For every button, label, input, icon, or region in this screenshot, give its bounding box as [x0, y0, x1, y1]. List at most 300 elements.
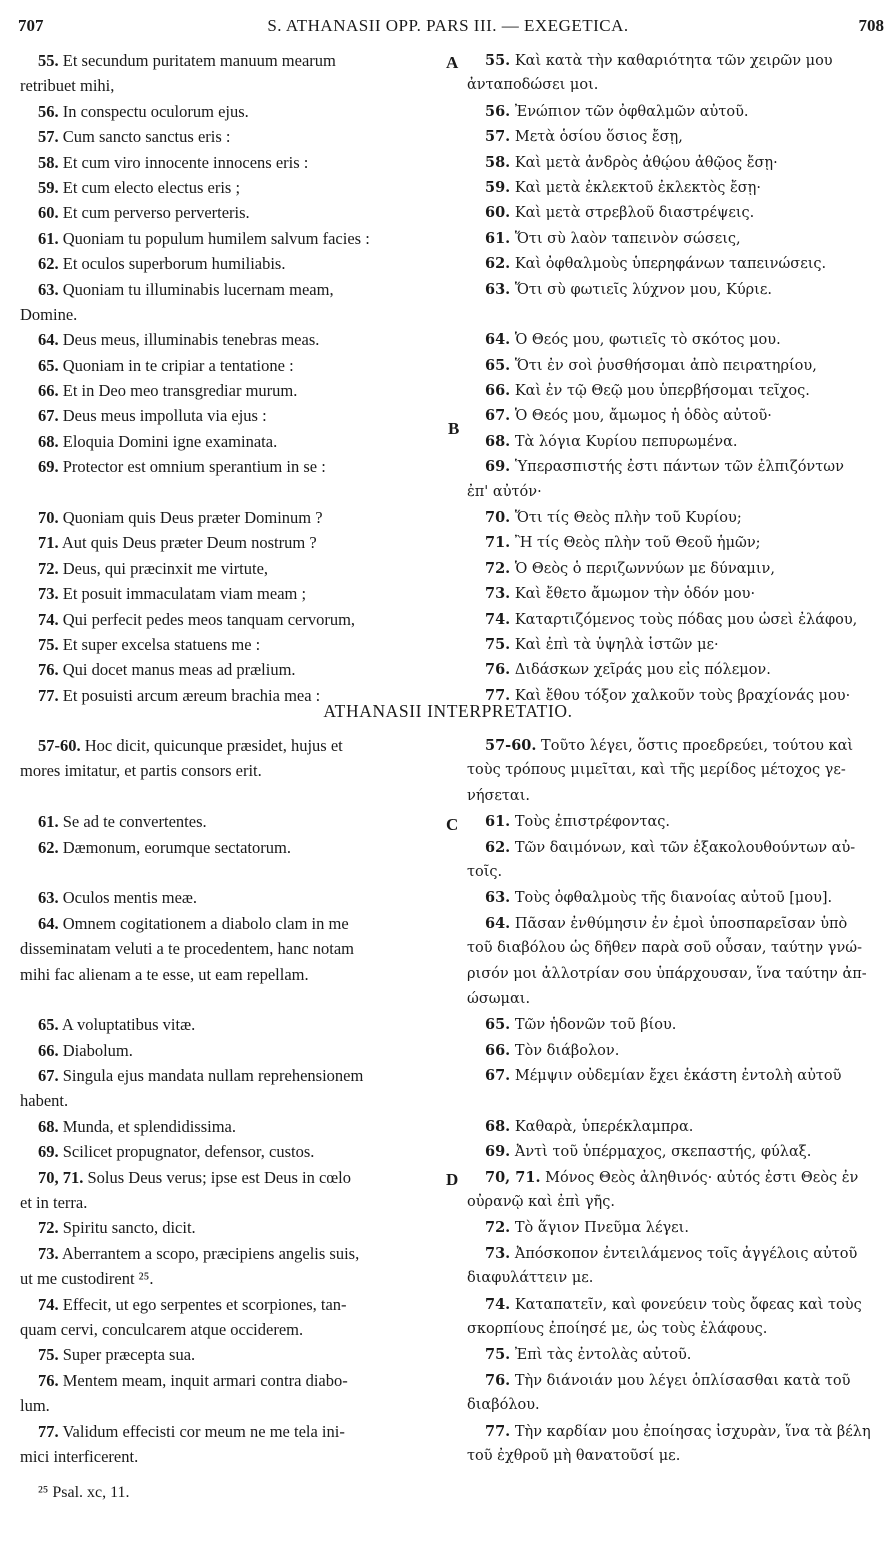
verse-number: 66.: [485, 382, 511, 400]
verse-text: Τοῦτο λέγει, ὅστις προεδρεύει, τούτου καὶ: [541, 738, 854, 754]
verse-text: Et super excelsa statuens me :: [62, 634, 261, 654]
psalm-greek-line: [467, 505, 885, 530]
psalm-latin-line: [20, 378, 440, 403]
interp-greek-line: [467, 1266, 885, 1291]
interp-greek-line: [467, 962, 885, 987]
verse-text: Τῶν ἡδονῶν τοῦ βίου.: [514, 1017, 677, 1034]
verse-text: Μόνος Θεὸς ἀληθινός· αὐτός ἐστι Θεὸς ἐν: [545, 1169, 859, 1186]
verse-text: retribuet mihi,: [20, 76, 115, 96]
verse-number: 61.: [485, 229, 511, 247]
psalm-latin-line: [20, 48, 440, 73]
verse-text: Ἐνώπιον τῶν ὀφθαλμῶν αὐτοῦ.: [514, 103, 749, 120]
interp-latin-line: [20, 860, 440, 885]
verse-number: 57.: [38, 127, 59, 147]
verse-text: διαφυλάττειν με.: [467, 1270, 594, 1287]
verse-text: mici interficerent.: [20, 1446, 139, 1466]
verse-text: Τὰ λόγια Κυρίου πεπυρωμένα.: [514, 433, 738, 450]
psalm-greek-line: [467, 200, 885, 225]
interp-latin-line: [20, 1419, 440, 1444]
verse-number: 62.: [485, 838, 511, 856]
margin-letter-a: A: [446, 53, 459, 72]
verse-number: 68.: [38, 431, 59, 451]
psalm-latin-line: [20, 657, 440, 682]
psalm-latin-line: [20, 632, 440, 657]
interp-latin-line: [20, 758, 440, 783]
verse-text: Τοὺς ἐπιστρέφοντας.: [514, 814, 670, 831]
verse-number: 55.: [38, 51, 59, 70]
psalm-latin-line: [20, 124, 440, 149]
psalm-greek-line: [467, 251, 885, 276]
psalm-latin-line: [20, 530, 440, 555]
psalm-latin-line: [20, 556, 440, 581]
psalm-latin-line: [20, 480, 440, 505]
psalm-greek-line: [467, 327, 885, 352]
verse-text: ut me custodirent ²⁵.: [20, 1269, 154, 1289]
psalm-greek-line: [467, 73, 885, 98]
verse-text: Protector est omnium sperantium in se :: [62, 457, 326, 477]
psalm-latin-line: [20, 454, 440, 479]
psalm-greek-line: [467, 226, 885, 251]
verse-text: τοῖς.: [467, 863, 503, 880]
psalm-greek-line: [467, 99, 885, 124]
verse-text: Hoc dicit, quicunque præsidet, hujus et: [84, 736, 343, 755]
verse-number: 70.: [485, 509, 511, 527]
interpretation-greek-column: [467, 733, 885, 1469]
verse-text: σκορπίους ἐποίησέ με, ὡς τοὺς ἐλάφους.: [467, 1320, 768, 1337]
verse-text: Ἀπόσκοπον ἐντειλάμενος τοῖς ἀγγέλοις αὐτοῦ: [514, 1245, 858, 1262]
verse-text: mores imitatur, et partis consors erit.: [20, 761, 262, 781]
verse-text: Et secundum puritatem manuum mearum: [62, 51, 336, 70]
verse-number: 77.: [485, 1422, 511, 1440]
verse-text: Se ad te convertentes.: [62, 812, 207, 832]
verse-text: A voluptatibus vitæ.: [61, 1015, 196, 1035]
verse-number: 68.: [485, 1117, 511, 1135]
verse-number: 58.: [485, 153, 511, 171]
verse-number: 57.: [485, 128, 511, 146]
verse-number: 73.: [38, 1243, 59, 1263]
verse-number: 74.: [485, 1295, 511, 1313]
verse-number: 66.: [38, 381, 59, 401]
interp-latin-line: [20, 1012, 440, 1037]
verse-text: Ὁ Θεός μου, φωτιεῖς τὸ σκότος μου.: [514, 332, 781, 349]
psalm-greek-line: [467, 150, 885, 175]
psalm-greek-line: [467, 454, 885, 479]
verse-text: Τοὺς ὀφθαλμοὺς τῆς διανοίας αὐτοῦ [μου].: [514, 890, 833, 907]
verse-text: lum.: [20, 1396, 50, 1416]
verse-number: 73.: [38, 584, 59, 604]
verse-text: Καὶ ἐν τῷ Θεῷ μου ὑπερβήσομαι τεῖχος.: [514, 383, 810, 400]
verse-text: Qui perfecit pedes meos tanquam cervorum,: [62, 609, 356, 629]
verse-number: 77.: [38, 1421, 59, 1441]
psalm-latin-line: [20, 99, 440, 124]
verse-text: Omnem cogitationem a diabolo clam in me: [62, 913, 349, 933]
verse-text: mihi fac alienam a te esse, ut eam repellam.: [20, 964, 309, 984]
psalm-greek-line: [467, 429, 885, 454]
interp-latin-line: [20, 1266, 440, 1291]
verse-number: 66.: [38, 1040, 59, 1060]
verse-text: In conspectu oculorum ejus.: [62, 101, 249, 121]
verse-text: Quoniam tu populum humilem salvum facies :: [62, 228, 370, 248]
verse-text: ώσωμαι.: [467, 990, 531, 1007]
verse-text: Deus meus, illuminabis tenebras meas.: [62, 330, 320, 350]
margin-letter-b: B: [448, 419, 460, 438]
interp-latin-line: [20, 962, 440, 987]
interp-latin-line: [20, 1114, 440, 1139]
verse-text: Quoniam tu illuminabis lucernam meam,: [62, 279, 334, 299]
verse-number: 68.: [38, 1116, 59, 1136]
verse-text: Καταρτιζόμενος τοὺς πόδας μου ὡσεὶ ἐλάφου,: [514, 611, 858, 628]
interpretation-latin-column: [20, 733, 440, 1469]
verse-number: 64.: [38, 913, 59, 933]
verse-text: Τὸν διάβολον.: [514, 1042, 620, 1059]
verse-number: 72.: [38, 558, 59, 578]
verse-number: 74.: [485, 610, 511, 628]
verse-text: Diabolum.: [62, 1040, 133, 1060]
interp-greek-line: [467, 1165, 885, 1190]
verse-text: Τὴν διάνοιάν μου λέγει ὁπλίσασθαι κατὰ τοῦ: [514, 1372, 851, 1389]
psalm-latin-line: [20, 581, 440, 606]
verse-number: 69.: [38, 457, 59, 477]
interp-latin-line: [20, 1342, 440, 1367]
interp-latin-line: [20, 1292, 440, 1317]
interp-latin-line: [20, 911, 440, 936]
verse-text: quam cervi, conculcarem atque occiderem.: [20, 1319, 304, 1339]
verse-text: Aberrantem a scopo, præcipiens angelis suis,: [61, 1243, 360, 1263]
verse-text: habent.: [20, 1091, 69, 1111]
verse-number: 74.: [38, 1294, 59, 1314]
verse-number: 69.: [485, 458, 511, 476]
verse-text: Dæmonum, eorumque sectatorum.: [62, 837, 291, 857]
psalm-latin-line: [20, 226, 440, 251]
interp-greek-line: [467, 1292, 885, 1317]
section-title: ATHANASII INTERPRETATIO.: [323, 701, 573, 721]
psalm-greek-line: [467, 657, 885, 682]
verse-text: Ἐπὶ τὰς ἐντολὰς αὐτοῦ.: [514, 1347, 692, 1364]
interp-greek-line: [467, 1317, 885, 1342]
verse-text: Et posuisti arcum æreum brachia mea :: [62, 685, 321, 705]
verse-text: Deus, qui præcinxit me virtute,: [62, 558, 269, 578]
verse-text: Effecit, ut ego serpentes et scorpiones, tan-: [62, 1294, 347, 1314]
verse-text: Et cum perverso perverteris.: [62, 203, 250, 223]
verse-text: διαβόλου.: [467, 1397, 540, 1414]
interp-latin-line: [20, 885, 440, 910]
verse-text: Καθαρὰ, ὑπερέκλαμπρα.: [514, 1118, 694, 1135]
verse-number: 72.: [485, 1219, 511, 1237]
verse-number: 61.: [38, 812, 59, 832]
interp-greek-line: [467, 1139, 885, 1164]
verse-number: 62.: [38, 837, 59, 857]
verse-text: Validum effecisti cor meum ne me tela ini-: [62, 1421, 345, 1441]
psalm-greek-line: [467, 277, 885, 302]
interp-greek-line: [467, 1444, 885, 1469]
verse-text: Πᾶσαν ἐνθύμησιν ἐν ἐμοὶ ὑποσπαρεῖσαν ὑπὸ: [514, 915, 848, 932]
footnote: ²⁵ Psal. xc, 11.: [38, 1484, 130, 1501]
verse-text: Domine.: [20, 304, 78, 324]
verse-text: Eloquia Domini igne examinata.: [62, 431, 278, 451]
interp-latin-line: [20, 733, 440, 758]
margin-letter-d: D: [446, 1170, 459, 1189]
verse-text: Μετὰ ὁσίου ὅσιος ἔσῃ,: [514, 129, 683, 146]
interp-latin-line: [20, 936, 440, 961]
interp-greek-line: [467, 987, 885, 1012]
verse-number: 67.: [485, 407, 511, 425]
verse-number: 75.: [38, 634, 59, 654]
psalm-greek-line: [467, 556, 885, 581]
interp-greek-line: [467, 1114, 885, 1139]
verse-number: 77.: [38, 685, 59, 705]
verse-text: Super præcepta sua.: [62, 1345, 196, 1365]
verse-number: 68.: [485, 432, 511, 450]
interp-latin-line: [20, 1393, 440, 1418]
verse-text: Καὶ μετὰ ἀνδρὸς ἀθῴου ἀθῷος ἔσῃ·: [514, 154, 778, 171]
psalm-greek-line: [467, 480, 885, 505]
verse-text: Καὶ κατὰ τὴν καθαριότητα τῶν χειρῶν μου: [514, 53, 833, 69]
verse-text: Ὅτι τίς Θεὸς πλὴν τοῦ Κυρίου;: [514, 510, 742, 527]
psalm-greek-line: [467, 607, 885, 632]
verse-text: Qui docet manus meas ad prælium.: [62, 660, 296, 680]
verse-number: 62.: [38, 254, 59, 274]
interp-greek-line: [467, 733, 885, 758]
verse-text: Ἢ τίς Θεὸς πλὴν τοῦ Θεοῦ ἡμῶν;: [514, 535, 761, 552]
psalm-latin-line: [20, 277, 440, 302]
verse-text: τοῦ ἐχθροῦ μὴ θανατοῦσί με.: [467, 1447, 681, 1464]
verse-text: Καὶ ὀφθαλμοὺς ὑπερηφάνων ταπεινώσεις.: [514, 256, 827, 273]
interp-greek-line: [467, 1419, 885, 1444]
verse-text: Τὴν καρδίαν μου ἐποίησας ἰσχυρὰν, ἵνα τὰ βέλη: [514, 1423, 871, 1440]
psalm-greek-line: [467, 632, 885, 657]
verse-number: 67.: [38, 406, 59, 426]
verse-text: Ὑπερασπιστής ἐστι πάντων τῶν ἐλπιζόντων: [514, 459, 844, 476]
verse-number: 65.: [485, 356, 511, 374]
verse-number: 76.: [38, 660, 59, 680]
interp-latin-line: [20, 835, 440, 860]
interp-greek-line: [467, 911, 885, 936]
verse-number: 64.: [38, 330, 59, 350]
verse-text: Scilicet propugnator, defensor, custos.: [62, 1142, 315, 1162]
psalm-latin-line: [20, 327, 440, 352]
verse-text: Et cum viro innocente innocens eris :: [62, 152, 309, 172]
interp-greek-line: [467, 1215, 885, 1240]
verse-text: Et cum electo electus eris ;: [62, 177, 241, 197]
verse-text: Deus meus impolluta via ejus :: [62, 406, 267, 426]
verse-text: Καὶ μετὰ ἐκλεκτοῦ ἐκλεκτὸς ἔσῃ·: [514, 179, 761, 196]
verse-number: 67.: [38, 1066, 59, 1086]
verse-number: 70.: [38, 508, 59, 528]
psalm-greek-line: [467, 581, 885, 606]
verse-number: 63.: [485, 280, 511, 298]
verse-text: τοῦ διαβόλου ὡς δῆθεν παρὰ σοῦ οὖσαν, ταύτην γνώ-: [467, 940, 863, 957]
verse-text: Ὅτι ἐν σοὶ ῥυσθήσομαι ἀπὸ πειρατηρίου,: [514, 357, 817, 374]
verse-text: ἀνταποδώσει μοι.: [467, 77, 599, 94]
running-title: S. ATHANASII OPP. PARS III. — EXEGETICA.: [267, 16, 629, 35]
verse-number: 59.: [38, 177, 59, 197]
verse-number: 69.: [485, 1143, 511, 1161]
interp-latin-line: [20, 1088, 440, 1113]
verse-text: Διδάσκων χεῖράς μου εἰς πόλεμον.: [514, 662, 771, 679]
verse-number: 61.: [38, 228, 59, 248]
verse-text: Et oculos superborum humiliabis.: [62, 254, 286, 274]
running-header: [0, 10, 896, 38]
interp-greek-line: [467, 1393, 885, 1418]
verse-text: Καὶ ἔθετο ἄμωμον τὴν ὁδόν μου·: [514, 586, 756, 603]
verse-text: ἐπ' αὐτόν·: [467, 483, 542, 500]
verse-text: disseminatam veluti a te procedentem, hanc notam: [20, 939, 355, 959]
interp-latin-line: [20, 1215, 440, 1240]
verse-number: 70, 71.: [485, 1168, 541, 1186]
verse-text: Καὶ ἔθου τόξον χαλκοῦν τοὺς βραχίονάς μου·: [514, 687, 851, 704]
verse-number: 72.: [485, 559, 511, 577]
interp-greek-line: [467, 1190, 885, 1215]
verse-text: Mentem meam, inquit armari contra diabo-: [62, 1370, 348, 1390]
interp-greek-line: [467, 1342, 885, 1367]
psalm-latin-line: [20, 429, 440, 454]
verse-text: Munda, et splendidissima.: [62, 1116, 236, 1136]
verse-number: 63.: [38, 888, 59, 908]
page-number-left: 707: [18, 16, 44, 35]
verse-text: τοὺς τρόπους μιμεῖται, καὶ τῆς μερίδος μέτοχος γε-: [467, 762, 846, 779]
page-number-right: 708: [858, 16, 884, 35]
verse-text: Cum sancto sanctus eris :: [62, 127, 231, 147]
verse-number: 73.: [485, 1244, 511, 1262]
verse-number: 74.: [38, 609, 59, 629]
verse-number: 55.: [485, 52, 511, 69]
verse-text: Solus Deus verus; ipse est Deus in cœlo: [87, 1167, 352, 1187]
interp-greek-line: [467, 936, 885, 961]
verse-text: Ὁ Θεός μου, ἄμωμος ἡ ὁδὸς αὐτοῦ·: [514, 408, 772, 425]
psalm-latin-line: [20, 150, 440, 175]
verse-text: Oculos mentis meæ.: [62, 888, 198, 908]
verse-text: et in terra.: [20, 1193, 88, 1213]
margin-letter-c: C: [446, 815, 459, 834]
verse-text: νήσεται.: [467, 787, 531, 804]
interp-latin-line: [20, 1241, 440, 1266]
verse-number: 76.: [485, 661, 511, 679]
verse-number: 59.: [485, 178, 511, 196]
verse-text: Καὶ μετὰ στρεβλοῦ διαστρέψεις.: [514, 205, 755, 222]
psalm-greek-line: [467, 175, 885, 200]
psalm-greek-line: [467, 378, 885, 403]
verse-number: 75.: [485, 635, 511, 653]
psalm-greek-line: [467, 48, 885, 73]
verse-text: Μέμψιν οὐδεμίαν ἔχει ἑκάστη ἐντολὴ αὐτοῦ: [514, 1068, 842, 1085]
verse-text: Quoniam quis Deus præter Dominum ?: [62, 508, 323, 528]
verse-text: Ἀντὶ τοῦ ὑπέρμαχος, σκεπαστής, φύλαξ.: [514, 1144, 812, 1161]
interp-latin-line: [20, 1038, 440, 1063]
interp-latin-line: [20, 1368, 440, 1393]
verse-text: Τὸ ἅγιον Πνεῦμα λέγει.: [514, 1220, 689, 1237]
verse-number: 58.: [38, 152, 59, 172]
verse-text: Καταπατεῖν, καὶ φονεύειν τοὺς ὄφεας καὶ τοὺς: [514, 1296, 862, 1313]
interp-latin-line: [20, 1165, 440, 1190]
psalm-latin-line: [20, 302, 440, 327]
verse-number: 64.: [485, 331, 511, 349]
interp-greek-line: [467, 1012, 885, 1037]
verse-text: Ὁ Θεὸς ὁ περιζωννύων με δύναμιν,: [514, 560, 775, 577]
verse-text: Et posuit immaculatam viam meam ;: [62, 584, 307, 604]
verse-number: 62.: [485, 255, 511, 273]
verse-number: 66.: [485, 1041, 511, 1059]
interp-greek-line: [467, 835, 885, 860]
psalm-greek-line: [467, 302, 885, 327]
verse-text: Spiritu sancto, dicit.: [62, 1218, 196, 1238]
verse-number: 61.: [485, 813, 511, 831]
verse-number: 73.: [485, 585, 511, 603]
verse-number: 63.: [38, 279, 59, 299]
interp-latin-line: [20, 1190, 440, 1215]
psalm-latin-line: [20, 175, 440, 200]
interp-greek-line: [467, 860, 885, 885]
verse-number: 70, 71.: [38, 1167, 84, 1187]
verse-number: 56.: [485, 102, 511, 120]
verse-text: Τῶν δαιμόνων, καὶ τῶν ἐξακολουθούντων αὐ-: [514, 839, 856, 856]
verse-number: 65.: [38, 1015, 59, 1035]
interp-greek-line: [467, 1241, 885, 1266]
verse-number: 60.: [38, 203, 59, 223]
psalm-greek-line: [467, 124, 885, 149]
interp-latin-line: [20, 1444, 440, 1469]
verse-number: 69.: [38, 1142, 59, 1162]
interp-greek-line: [467, 809, 885, 834]
interp-latin-line: [20, 1317, 440, 1342]
verse-number: 65.: [485, 1016, 511, 1034]
verse-number: 75.: [485, 1346, 511, 1364]
verse-text: Aut quis Deus præter Deum nostrum ?: [61, 533, 317, 553]
interp-latin-line: [20, 987, 440, 1012]
verse-number: 76.: [485, 1371, 511, 1389]
psalm-greek-column: [467, 48, 885, 708]
verse-text: ρισόν μοι ἀλλοτρίαν σου ὑπάρχουσαν, ἵνα ταύτην ἀπ-: [467, 965, 867, 982]
psalm-greek-line: [467, 403, 885, 428]
interp-greek-line: [467, 1063, 885, 1088]
verse-number: 60.: [485, 204, 511, 222]
verse-number: 65.: [38, 355, 59, 375]
psalm-latin-line: [20, 403, 440, 428]
verse-number: 56.: [38, 101, 59, 121]
verse-text: Et in Deo meo transgrediar murum.: [62, 381, 298, 401]
verse-text: Ὅτι σὺ λαὸν ταπεινὸν σώσεις,: [514, 230, 741, 247]
interp-greek-line: [467, 1368, 885, 1393]
psalm-latin-line: [20, 353, 440, 378]
interp-latin-line: [20, 784, 440, 809]
verse-number: 67.: [485, 1067, 511, 1085]
verse-text: Quoniam in te cripiar a tentatione :: [62, 355, 294, 375]
interp-greek-line: [467, 784, 885, 809]
verse-number: 63.: [485, 889, 511, 907]
verse-text: οὐρανῷ καὶ ἐπὶ γῆς.: [467, 1194, 615, 1211]
verse-number: 75.: [38, 1345, 59, 1365]
interp-latin-line: [20, 809, 440, 834]
verse-number: 72.: [38, 1218, 59, 1238]
verse-number: 77.: [485, 686, 511, 704]
psalm-latin-column: [20, 48, 440, 708]
verse-text: Ὅτι σὺ φωτιεῖς λύχνον μου, Κύριε.: [514, 281, 772, 298]
verse-number: 57-60.: [38, 736, 81, 755]
psalm-greek-line: [467, 530, 885, 555]
interp-greek-line: [467, 1088, 885, 1113]
verse-text: Καὶ ἐπὶ τὰ ὑψηλὰ ἱστῶν με·: [514, 636, 719, 653]
psalm-latin-line: [20, 251, 440, 276]
interp-greek-line: [467, 1038, 885, 1063]
interp-greek-line: [467, 758, 885, 783]
psalm-latin-line: [20, 607, 440, 632]
verse-text: Singula ejus mandata nullam reprehensionem: [62, 1066, 364, 1086]
interp-latin-line: [20, 1139, 440, 1164]
psalm-latin-line: [20, 73, 440, 98]
verse-number: 71.: [485, 534, 511, 552]
verse-number: 76.: [38, 1370, 59, 1390]
verse-number: 71.: [38, 533, 59, 553]
interp-greek-line: [467, 885, 885, 910]
